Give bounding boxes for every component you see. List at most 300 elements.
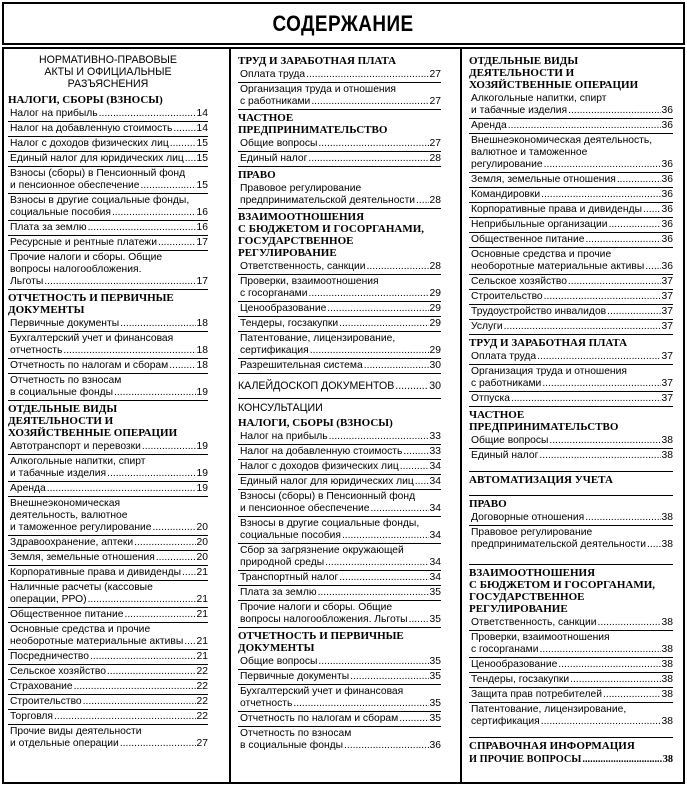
dot-leader bbox=[112, 207, 196, 219]
dot-leader bbox=[415, 476, 429, 488]
page-number: 35 bbox=[429, 671, 441, 682]
heading-line: С БЮДЖЕТОМ И ГОСОРГАНАМИ, bbox=[469, 579, 656, 591]
toc-entry bbox=[469, 657, 673, 672]
toc-entry bbox=[8, 317, 208, 331]
entry-text: Плата за землю bbox=[240, 587, 317, 598]
page-number: 36 bbox=[661, 219, 673, 230]
dot-leader bbox=[544, 159, 661, 171]
page-number: 38 bbox=[661, 512, 673, 523]
entry-last-line bbox=[240, 318, 441, 330]
toc-entry bbox=[469, 92, 673, 118]
toc-entry bbox=[469, 133, 673, 172]
toc-entry bbox=[8, 649, 208, 664]
entry-last-line bbox=[469, 754, 673, 766]
toc-entry bbox=[469, 391, 673, 406]
heading-line: ОТДЕЛЬНЫЕ ВИДЫ bbox=[8, 403, 118, 415]
toc-entry bbox=[8, 724, 208, 751]
entry-text-line: Отчетность по взносам bbox=[240, 728, 352, 739]
entry-last-line bbox=[10, 681, 208, 693]
entry-text-line: Бухгалтерский учет и финансовая bbox=[240, 686, 404, 697]
toc-entry bbox=[8, 373, 208, 400]
entry-last-line bbox=[240, 261, 441, 273]
entry-text-line: Прочие виды деятельности bbox=[10, 726, 142, 737]
toc-entry bbox=[238, 316, 441, 331]
toc-entry bbox=[238, 585, 441, 600]
entry-last-line bbox=[240, 96, 441, 108]
entry-text: Отчетность по налогам и сборам bbox=[240, 713, 399, 724]
entry-text-line: деятельность, валютное bbox=[10, 510, 128, 521]
toc-entry bbox=[469, 525, 673, 552]
toc-entry bbox=[469, 202, 673, 217]
entry-text: Строительство bbox=[10, 696, 82, 707]
entry-text-line: Прочие налоги и сборы. Общие bbox=[240, 602, 393, 613]
page-number: 14 bbox=[196, 108, 208, 119]
heading-line: НАЛОГИ, СБОРЫ (ВЗНОСЫ) bbox=[238, 417, 393, 429]
section-heading bbox=[469, 564, 673, 616]
page-number: 22 bbox=[196, 681, 208, 692]
page-number: 15 bbox=[196, 138, 208, 149]
toc-entry bbox=[8, 481, 208, 496]
entry-last-line bbox=[10, 594, 208, 606]
entry-last-line bbox=[240, 557, 441, 569]
column-divider bbox=[229, 47, 231, 784]
entry-last-line bbox=[10, 138, 208, 150]
dot-leader bbox=[134, 537, 195, 549]
page-number: 36 bbox=[661, 120, 673, 131]
page-number: 17 bbox=[196, 237, 208, 248]
page-number: 34 bbox=[429, 476, 441, 487]
dot-leader bbox=[124, 609, 195, 621]
entry-text: необоротные материальные активы bbox=[10, 636, 184, 647]
dot-leader bbox=[83, 696, 196, 708]
page-number: 28 bbox=[429, 261, 441, 272]
entry-last-line bbox=[10, 345, 208, 357]
toc-entry bbox=[8, 331, 208, 358]
entry-text-line: Проверки, взаимоотношения bbox=[240, 276, 379, 287]
section-heading bbox=[469, 334, 673, 350]
heading-line: ПРАВО bbox=[469, 498, 507, 510]
page-number: 35 bbox=[429, 587, 441, 598]
entry-last-line bbox=[10, 387, 208, 399]
entry-last-line bbox=[10, 180, 208, 192]
page-number: 22 bbox=[196, 711, 208, 722]
toc-entry bbox=[469, 350, 673, 364]
entry-last-line bbox=[10, 666, 208, 678]
heading-line: ДОКУМЕНТЫ bbox=[238, 642, 315, 654]
dot-leader bbox=[539, 644, 660, 656]
toc-column-left bbox=[8, 53, 208, 751]
entry-last-line bbox=[471, 306, 673, 318]
page-number: 21 bbox=[196, 636, 208, 647]
dot-leader bbox=[308, 153, 428, 165]
entry-text: операции, РРО) bbox=[10, 594, 87, 605]
entry-last-line bbox=[471, 393, 673, 405]
entry-text: Услуги bbox=[471, 321, 503, 332]
toc-entry bbox=[238, 68, 441, 82]
entry-text: и пенсионное обеспечение bbox=[10, 180, 140, 191]
toc-entry bbox=[8, 694, 208, 709]
entry-text: И ПРОЧИЕ ВОПРОСЫ bbox=[469, 754, 582, 765]
page-number: 33 bbox=[429, 431, 441, 442]
entry-text: Ответственность, санкции bbox=[240, 261, 366, 272]
dot-leader bbox=[318, 138, 428, 150]
entry-text-line: Организация труда и отношения bbox=[471, 366, 627, 377]
entry-text-line: Правовое регулирование bbox=[240, 183, 362, 194]
entry-last-line bbox=[10, 522, 208, 534]
heading-line: НАЛОГИ, СБОРЫ (ВЗНОСЫ) bbox=[8, 94, 163, 106]
toc-entry bbox=[469, 753, 673, 767]
toc-entry bbox=[8, 679, 208, 694]
toc-entry bbox=[238, 684, 441, 711]
dot-leader bbox=[141, 180, 196, 192]
toc-entry bbox=[469, 434, 673, 448]
entry-text: Сельское хозяйство bbox=[10, 666, 106, 677]
entry-last-line bbox=[471, 378, 673, 390]
entry-text: Ценообразование bbox=[471, 659, 558, 670]
section-heading bbox=[469, 495, 673, 511]
entry-text: Плата за землю bbox=[10, 222, 87, 233]
entry-last-line bbox=[471, 204, 673, 216]
page-number: 37 bbox=[661, 306, 673, 317]
entry-text: Неприбыльные организации bbox=[471, 219, 608, 230]
entry-text: Общие вопросы bbox=[240, 656, 318, 667]
entry-last-line bbox=[471, 321, 673, 333]
heading-line: РЕГУЛИРОВАНИЕ bbox=[469, 603, 568, 615]
entry-last-line bbox=[240, 713, 441, 725]
dot-leader bbox=[585, 512, 660, 524]
entry-text: Страхование bbox=[10, 681, 73, 692]
page-number: 29 bbox=[429, 288, 441, 299]
section-heading bbox=[469, 53, 673, 92]
heading-line: ГОСУДАРСТВЕННОЕ bbox=[238, 235, 354, 247]
section-heading bbox=[8, 92, 208, 107]
page-number: 21 bbox=[196, 594, 208, 605]
toc-entry bbox=[8, 565, 208, 580]
page-number: 27 bbox=[429, 96, 441, 107]
toc-entry bbox=[8, 580, 208, 607]
dot-leader bbox=[570, 674, 660, 686]
entry-text-line: Наличные расчеты (кассовые bbox=[10, 582, 153, 593]
dot-leader bbox=[306, 69, 428, 81]
entry-last-line bbox=[10, 276, 208, 288]
toc-entry bbox=[8, 250, 208, 289]
toc-entry bbox=[8, 535, 208, 550]
dot-leader bbox=[549, 435, 660, 447]
entry-text: предпринимательской деятельности bbox=[471, 539, 647, 550]
entry-last-line bbox=[10, 153, 208, 165]
entry-text: Общие вопросы bbox=[240, 138, 318, 149]
entry-last-line bbox=[10, 237, 208, 249]
dot-leader bbox=[645, 261, 660, 273]
entry-last-line bbox=[10, 537, 208, 549]
toc-entry bbox=[469, 672, 673, 687]
entry-last-line bbox=[471, 435, 673, 447]
entry-text: Первичные документы bbox=[10, 318, 120, 329]
heading-line: ПРЕДПРИНИМАТЕЛЬСТВО bbox=[238, 124, 388, 136]
entry-last-line bbox=[240, 476, 441, 488]
toc-entry bbox=[8, 550, 208, 565]
entry-text: предпринимательской деятельности bbox=[240, 195, 416, 206]
section-heading bbox=[8, 289, 208, 317]
entry-last-line bbox=[240, 360, 441, 372]
page-number: 36 bbox=[661, 261, 673, 272]
heading-line: СПРАВОЧНАЯ ИНФОРМАЦИЯ bbox=[469, 740, 635, 752]
entry-text: социальные пособия bbox=[240, 530, 341, 541]
page-number: 29 bbox=[429, 345, 441, 356]
dot-leader bbox=[88, 594, 196, 606]
entry-text: Ресурсные и рентные платежи bbox=[10, 237, 157, 248]
dot-leader bbox=[544, 291, 661, 303]
entry-last-line bbox=[471, 716, 673, 728]
heading-line: КОНСУЛЬТАЦИИ bbox=[238, 402, 323, 414]
entry-text: социальные пособия bbox=[10, 207, 111, 218]
entry-text-line: Взносы в другие социальные фонды, bbox=[240, 518, 420, 529]
page-number: 34 bbox=[429, 503, 441, 514]
entry-last-line bbox=[471, 659, 673, 671]
entry-text: Тендеры, госзакупки bbox=[240, 318, 339, 329]
heading-line: ДОКУМЕНТЫ bbox=[8, 304, 85, 316]
dot-leader bbox=[184, 636, 195, 648]
section-spacer bbox=[469, 463, 673, 471]
section-spacer bbox=[469, 487, 673, 495]
page-number: 35 bbox=[429, 713, 441, 724]
dot-leader bbox=[308, 288, 428, 300]
entry-text: Аренда bbox=[10, 483, 46, 494]
toc-entry bbox=[238, 82, 441, 109]
toc-entry bbox=[8, 622, 208, 649]
page-number: 19 bbox=[196, 483, 208, 494]
toc-entry bbox=[469, 232, 673, 247]
toc-entry bbox=[469, 289, 673, 304]
entry-text: Земля, земельные отношения bbox=[10, 552, 155, 563]
toc-entry bbox=[469, 616, 673, 630]
dot-leader bbox=[582, 754, 661, 766]
entry-text: Сельское хозяйство bbox=[471, 276, 567, 287]
dot-leader bbox=[182, 567, 196, 579]
section-heading bbox=[8, 400, 208, 440]
entry-text: с госорганами bbox=[240, 288, 308, 299]
page-number: 21 bbox=[196, 567, 208, 578]
entry-last-line bbox=[471, 261, 673, 273]
entry-text: Налог на прибыль bbox=[240, 431, 328, 442]
entry-text: Аренда bbox=[471, 120, 507, 131]
entry-text: вопросы налогообложения. Льготы bbox=[240, 614, 408, 625]
dot-leader bbox=[90, 651, 196, 663]
entry-text: в социальные фонды bbox=[10, 387, 114, 398]
toc-entry bbox=[469, 118, 673, 133]
part-title: КАЛЕЙДОСКОП ДОКУМЕНТОВ bbox=[238, 380, 395, 392]
toc-entry bbox=[8, 151, 208, 166]
section-heading bbox=[238, 109, 441, 137]
section-spacer bbox=[469, 552, 673, 564]
entry-last-line bbox=[10, 483, 208, 495]
entry-text: Здравоохранение, аптеки bbox=[10, 537, 134, 548]
dot-leader bbox=[399, 713, 428, 725]
entry-text: Оплата труда bbox=[471, 351, 537, 362]
entry-last-line bbox=[471, 276, 673, 288]
entry-text: Налог с доходов физических лиц bbox=[10, 138, 169, 149]
entry-text: Строительство bbox=[471, 291, 543, 302]
entry-text: Автотранспорт и перевозки bbox=[10, 441, 141, 452]
entry-last-line bbox=[240, 195, 441, 207]
entry-last-line bbox=[471, 617, 673, 629]
dot-leader bbox=[54, 711, 196, 723]
page-number: 18 bbox=[196, 360, 208, 371]
page-number: 33 bbox=[429, 446, 441, 457]
section-heading bbox=[469, 471, 673, 487]
page-number: 37 bbox=[661, 393, 673, 404]
page-number: 38 bbox=[661, 674, 673, 685]
page-number: 18 bbox=[196, 318, 208, 329]
heading-line: ОТЧЕТНОСТЬ И ПЕРВИЧНЫЕ bbox=[8, 292, 174, 304]
entry-text: Общественное питание bbox=[471, 234, 585, 245]
entry-text: Общие вопросы bbox=[471, 435, 549, 446]
page-number: 37 bbox=[661, 351, 673, 362]
page-number: 38 bbox=[661, 539, 673, 550]
entry-last-line bbox=[240, 572, 441, 584]
heading-line: АКТЫ И ОФИЦИАЛЬНЫЕ bbox=[44, 66, 172, 78]
toc-entry bbox=[238, 543, 441, 570]
page-number: 16 bbox=[196, 222, 208, 233]
toc-entry bbox=[238, 474, 441, 489]
page-number: 19 bbox=[196, 387, 208, 398]
entry-last-line bbox=[240, 431, 441, 443]
toc-entry bbox=[238, 358, 441, 373]
toc-column-right bbox=[469, 53, 673, 767]
entry-last-line bbox=[10, 696, 208, 708]
heading-line: ПРАВО bbox=[238, 169, 276, 181]
page-number: 35 bbox=[429, 614, 441, 625]
page-number: 22 bbox=[196, 666, 208, 677]
toc-entry bbox=[8, 235, 208, 250]
page-number: 38 bbox=[661, 716, 673, 727]
page-number: 37 bbox=[661, 291, 673, 302]
entry-text: Единый налог для юридических лиц bbox=[240, 476, 414, 487]
page-number: 38 bbox=[661, 450, 673, 461]
entry-text-line: Бухгалтерский учет и финансовая bbox=[10, 333, 174, 344]
page-number: 29 bbox=[429, 318, 441, 329]
entry-text: Ценообразование bbox=[240, 303, 327, 314]
page-number: 16 bbox=[196, 207, 208, 218]
dot-leader bbox=[511, 393, 661, 405]
dot-leader bbox=[44, 276, 195, 288]
dot-leader bbox=[603, 689, 661, 701]
column-divider bbox=[460, 47, 462, 784]
page-number: 27 bbox=[196, 738, 208, 749]
dot-leader bbox=[173, 123, 195, 135]
toc-entry bbox=[238, 301, 441, 316]
entry-last-line bbox=[240, 446, 441, 458]
dot-leader bbox=[169, 360, 195, 372]
toc-entry bbox=[469, 319, 673, 334]
entry-last-line bbox=[471, 674, 673, 686]
heading-line: С БЮДЖЕТОМ И ГОСОРГАНАМИ, bbox=[238, 223, 425, 235]
toc-entry bbox=[238, 459, 441, 474]
entry-text-line: Взносы (сборы) в Пенсионный фонд bbox=[240, 491, 416, 502]
page-number: 27 bbox=[429, 138, 441, 149]
entry-last-line bbox=[471, 291, 673, 303]
page-title: СОДЕРЖАНИЕ bbox=[272, 10, 415, 36]
section-heading bbox=[238, 415, 441, 430]
toc-entry bbox=[8, 166, 208, 193]
heading-line: РЕГУЛИРОВАНИЕ bbox=[238, 247, 337, 259]
dot-leader bbox=[541, 716, 661, 728]
toc-entry bbox=[238, 489, 441, 516]
section-heading bbox=[238, 208, 441, 260]
toc-entry bbox=[8, 193, 208, 220]
entry-last-line bbox=[471, 105, 673, 117]
page-number: 34 bbox=[429, 461, 441, 472]
entry-last-line bbox=[471, 219, 673, 231]
entry-last-line bbox=[240, 698, 441, 710]
page-number: 20 bbox=[196, 537, 208, 548]
heading-line: ТРУД И ЗАРАБОТНАЯ ПЛАТА bbox=[469, 337, 628, 349]
entry-last-line bbox=[240, 614, 441, 626]
toc-entry bbox=[8, 121, 208, 136]
entry-last-line bbox=[471, 512, 673, 524]
dot-leader bbox=[416, 195, 428, 207]
entry-text-line: Внешнеэкономическая деятельность, bbox=[471, 135, 653, 146]
entry-text: Трудоустройство инвалидов bbox=[471, 306, 607, 317]
heading-line: АВТОМАТИЗАЦИЯ УЧЕТА bbox=[469, 474, 613, 486]
dot-leader bbox=[647, 539, 660, 551]
toc-entry bbox=[238, 655, 441, 669]
entry-text: Первичные документы bbox=[240, 671, 350, 682]
page-number: 37 bbox=[661, 276, 673, 287]
entry-text: сертификация bbox=[240, 345, 309, 356]
dot-leader bbox=[541, 189, 660, 201]
dot-leader bbox=[156, 552, 196, 564]
heading-line: РАЗЪЯСНЕНИЯ bbox=[67, 78, 149, 90]
page-number: 29 bbox=[429, 303, 441, 314]
entry-text: Налог на добавленную стоимость bbox=[240, 446, 403, 457]
toc-entry bbox=[8, 220, 208, 235]
entry-last-line bbox=[10, 318, 208, 330]
entry-last-line bbox=[10, 609, 208, 621]
entry-last-line bbox=[240, 740, 441, 752]
toc-entry bbox=[238, 600, 441, 627]
dot-leader bbox=[367, 261, 429, 273]
toc-entry bbox=[469, 702, 673, 729]
page-number: 20 bbox=[196, 552, 208, 563]
page-number: 36 bbox=[429, 740, 441, 751]
entry-text: Налог на добавленную стоимость bbox=[10, 123, 173, 134]
toc-entry bbox=[238, 570, 441, 585]
entry-text: Договорные отношения bbox=[471, 512, 585, 523]
page-number: 27 bbox=[429, 69, 441, 80]
section-heading bbox=[469, 406, 673, 434]
entry-last-line bbox=[10, 738, 208, 750]
entry-text: и таможенное регулирование bbox=[10, 522, 152, 533]
toc-entry bbox=[469, 630, 673, 657]
entry-last-line bbox=[10, 108, 208, 120]
section-heading bbox=[238, 166, 441, 182]
page-number: 38 bbox=[662, 754, 673, 765]
toc-entry bbox=[8, 454, 208, 481]
dot-leader bbox=[350, 671, 428, 683]
entry-text-line: Сбор за загрязнение окружающей bbox=[240, 545, 404, 556]
page-number: 35 bbox=[429, 698, 441, 709]
page-number: 38 bbox=[661, 435, 673, 446]
page-number: 30 bbox=[429, 380, 441, 392]
heading-line: ЧАСТНОЕ bbox=[238, 112, 294, 124]
entry-text: Тендеры, госзакупки bbox=[471, 674, 570, 685]
title-box bbox=[2, 2, 685, 45]
entry-last-line bbox=[471, 234, 673, 246]
page-number: 15 bbox=[196, 180, 208, 191]
part-heading bbox=[238, 398, 441, 415]
entry-text: с госорганами bbox=[471, 644, 539, 655]
